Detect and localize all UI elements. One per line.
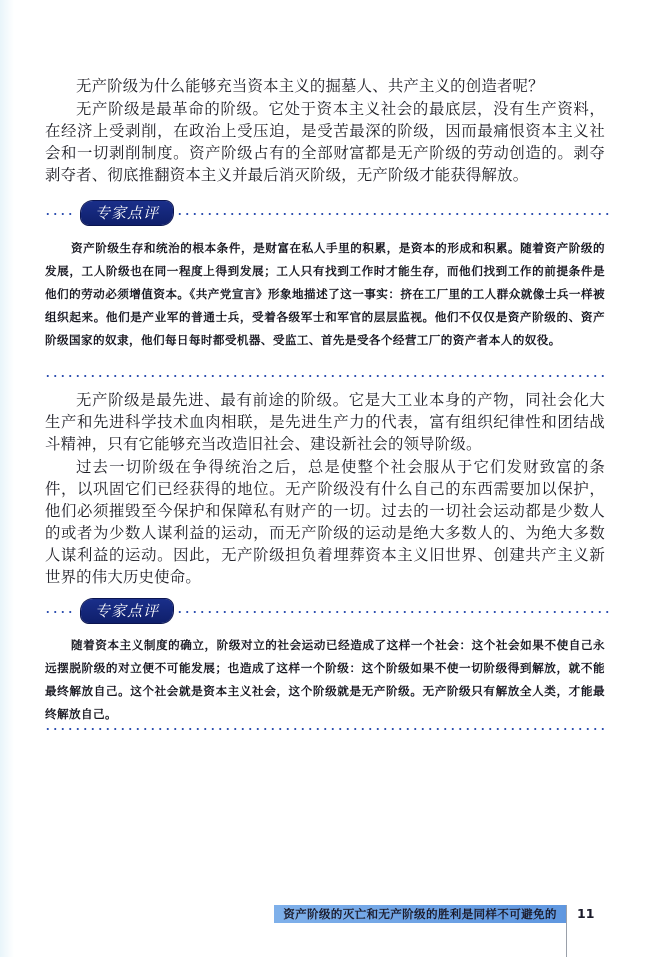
expert-comment-header-1: [44, 201, 609, 227]
expert-comment-badge: 专家点评: [81, 201, 173, 225]
question-paragraph: 无产阶级为什么能够充当资本主义的掘墓人、共产主义的创造者呢？: [76, 77, 544, 95]
expert-comment-text-1: 资产阶级生存和统治的根本条件，是财富在私人手里的积累，是资本的形成和积累。随着资产阶级的发展，工人阶级也在同一程度上得到发展；工人只有找到工作时才能生存，而他们找到工作的前提条件是他们的劳动必须增值资本。《共产党宣言》形象地描述了这一事实：挤在工厂里的工人群众就像士兵一样被组织起来。他们是产业军的普通士兵，受着各级军士和军官的层层监视。他们不仅仅是资产阶级的、资产阶级国家的奴隶，他们每日每时都受机器、受监工、首先是受各个经营工厂的资产者本人的奴役。: [45, 241, 605, 347]
dotted-rule-end-1: [44, 375, 609, 377]
body-paragraph-1: 无产阶级是最革命的阶级。它处于资本主义社会的最底层，没有生产资料，在经济上受剥削，在政治上受压迫，是受苦最深的阶级，因而最痛恨资本主义社会和一切剥削制度。资产阶级占有的全部财富都是无产阶级的劳动创造的。剥夺剥夺者、彻底推翻资本主义并最后消灭阶级，无产阶级才能获得解放。: [45, 100, 605, 184]
expert-comment-text-2: 随着资本主义制度的确立，阶级对立的社会运动已经造成了这样一个社会：这个社会如果不使自己永远摆脱阶级的对立便不可能发展；也造成了这样一个阶级：这个阶级如果不使一切阶级得到解放，就不能最终解放自己。这个社会就是资本主义社会，这个阶级就是无产阶级。无产阶级只有解放全人类，才能最终解放自己。: [45, 638, 605, 721]
footer-divider: [566, 905, 567, 957]
running-title: 资产阶级的灭亡和无产阶级的胜利是同样不可避免的: [274, 905, 566, 923]
body-paragraph-2: 无产阶级是最先进、最有前途的阶级。它是大工业本身的产物，同社会化大生产和先进科学技术血肉相联，是先进生产力的代表，富有组织纪律性和团结战斗精神，只有它能够充当改造旧社会、建设新社会的领导阶级。: [45, 391, 605, 453]
dotted-rule-right: [176, 611, 609, 613]
dotted-rule-end-2: [44, 728, 609, 730]
dotted-rule-left: [44, 213, 76, 215]
dotted-rule-left: [44, 611, 76, 613]
body-paragraph-3: 过去一切阶级在争得统治之后，总是使整个社会服从于它们发财致富的条件，以巩固它们已经获得的地位。无产阶级没有什么自己的东西需要加以保护，他们必须摧毁至今保护和保障私有财产的一切。过去的一切社会运动都是少数人的或者为少数人谋利益的运动，而无产阶级的运动是绝大多数人的、为绝大多数人谋利益的运动。因此，无产阶级担负着埋葬资本主义旧世界、创建共产主义新世界的伟大历史使命。: [45, 458, 605, 586]
expert-comment-header-2: [44, 599, 609, 625]
page-edge-shading: [0, 0, 14, 957]
dotted-rule-right: [176, 213, 609, 215]
expert-comment-badge: 专家点评: [81, 599, 173, 623]
page-number: 11: [577, 906, 595, 921]
